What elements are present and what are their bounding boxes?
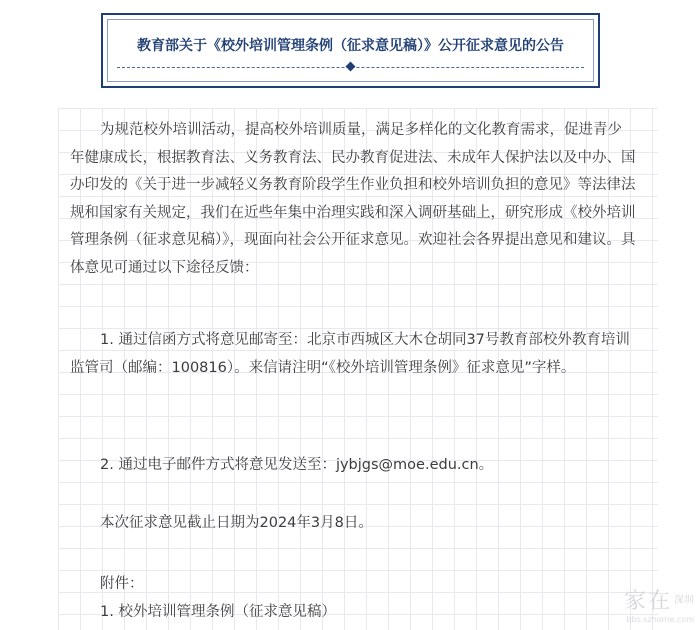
deadline-text: 本次征求意见截止日期为2024年3月8日。	[100, 515, 373, 531]
watermark-url: bbs.szhome.com	[626, 615, 694, 624]
page-title: 教育部关于《校外培训管理条例（征求意见稿）》公开征求意见的公告	[137, 38, 564, 54]
intro-paragraph: 为规范校外培训活动，提高校外培训质量，满足多样化的文化教育需求，促进青少年健康成长，根据教育法、义务教育法、民办教育促进法、未成年人保护法以及中办、国办印发的《关于进一步减轻义务教育阶段学生作业负担和校外培训负担的意见》等法律法规和国家有关规定，我们在近些年集中治理实践和深入调研基础上，研究形成《校外培训管理条例（征求意见稿）》，现面向社会公开征求意见。欢迎社会各界提出意见和建议。具体意见可通过以下途径反馈：	[70, 122, 636, 276]
watermark-side-text: 深圳	[674, 595, 694, 606]
feedback-item-mail: 1. 通过信函方式将意见邮寄至：北京市西城区大木仓胡同37号教育部校外教育培训监管司（邮编：100816）。来信请注明“《校外培训管理条例》征求意见”字样。	[70, 332, 630, 376]
attachment-label: 附件：	[100, 576, 144, 592]
site-watermark	[594, 590, 694, 626]
attachment-item: 1. 校外培训管理条例（征求意见稿）	[100, 604, 336, 620]
feedback-item-email: 2. 通过电子邮件方式将意见发送至：jybjgs@moe.edu.cn。	[100, 457, 494, 473]
watermark-main-text: 家在	[623, 589, 672, 614]
